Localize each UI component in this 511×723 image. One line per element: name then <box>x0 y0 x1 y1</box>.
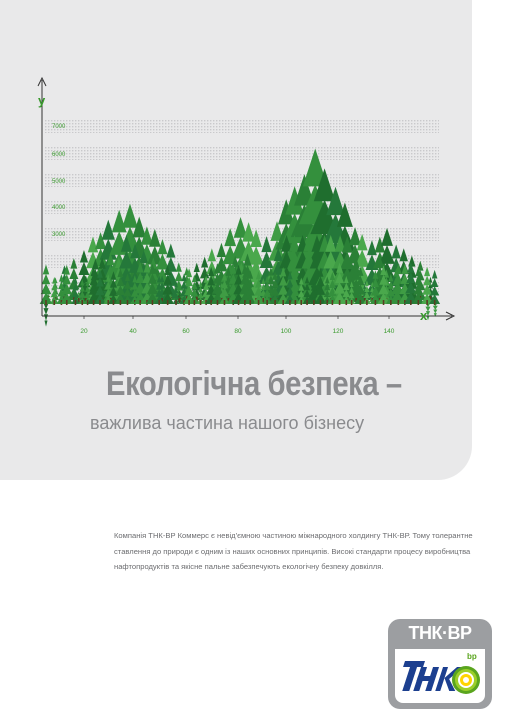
tree-trunk <box>360 300 362 305</box>
tree-trunk <box>75 300 77 305</box>
tree-trunk <box>210 300 212 305</box>
tree-trunk <box>113 300 115 305</box>
x-tick-labels <box>80 316 394 335</box>
tree-trunk <box>200 300 202 305</box>
tree-trunk <box>249 300 251 305</box>
tree-trunk <box>152 300 154 305</box>
tree-trunk <box>107 300 109 305</box>
tree-tier <box>42 274 51 284</box>
tree-trunk <box>167 300 169 305</box>
y-tick-label: 3000 <box>52 232 66 238</box>
tree-tier <box>44 314 48 320</box>
tree-trunk <box>434 300 436 305</box>
tree-trunk <box>300 300 302 305</box>
tree-chart <box>0 0 472 350</box>
tree-trunk <box>194 300 196 305</box>
tree-trunk <box>66 300 68 305</box>
body-line: Компанія ТНК-ВР Коммерс є невід'ємною частиною міжнародного холдингу ТНК-ВР. Тому толерантне <box>114 531 473 540</box>
tree-trunk <box>366 300 368 305</box>
x-tick-label: 100 <box>280 328 292 335</box>
y-tick-labels <box>52 124 66 238</box>
tree-trunk <box>224 300 226 305</box>
tree-tier <box>392 244 401 258</box>
tree-trunk <box>217 300 219 305</box>
logo-inner-panel <box>395 649 485 703</box>
tree-trunk <box>87 300 89 305</box>
tree-trunk <box>175 300 177 305</box>
x-tick-label: 140 <box>383 328 395 335</box>
x-tick-label: 40 <box>129 328 137 335</box>
tree-tier <box>432 270 438 279</box>
bp-helios-icon <box>451 665 481 695</box>
tree-tier <box>399 248 407 261</box>
tree-trunk <box>238 300 240 305</box>
tree-tier <box>433 306 438 310</box>
tnk-bp-logo <box>388 619 492 709</box>
tree-tier <box>69 268 78 279</box>
tree-tier <box>367 240 377 255</box>
tree-trunk <box>326 300 328 305</box>
grid-band <box>44 201 439 214</box>
tree-trunk <box>306 300 308 305</box>
tree-trunk <box>375 300 377 305</box>
tree-tier <box>433 309 437 313</box>
y-tick-label: 4000 <box>52 205 66 211</box>
y-tick-label: 5000 <box>52 179 66 185</box>
tree-trunk <box>93 300 95 305</box>
tree-trunk <box>295 300 297 305</box>
y-tick-label: 6000 <box>52 152 66 158</box>
tree-trunk <box>266 300 268 305</box>
tree-trunk <box>398 300 400 305</box>
tree-trunk <box>289 300 291 305</box>
tree-trunk <box>313 300 315 305</box>
tree-trunk <box>45 300 47 305</box>
tree-trunk <box>127 300 129 305</box>
grid-band <box>44 120 439 133</box>
tree-trunk <box>244 300 246 305</box>
tree-trunk <box>274 300 276 305</box>
tree-trunk <box>258 300 260 305</box>
x-tick-label: 80 <box>234 328 242 335</box>
tree-tier <box>424 267 430 276</box>
y-axis-label: y <box>38 93 46 108</box>
tree-trunk <box>390 300 392 305</box>
subheadline: важлива частина нашого бізнесу <box>90 413 365 433</box>
tree-trunk <box>351 300 353 305</box>
tree-trunk <box>188 300 190 305</box>
logo-brand-text: ТНК·ВР <box>408 623 472 643</box>
tree-trunk <box>282 300 284 305</box>
tree-trunk <box>383 300 385 305</box>
bp-label: bp <box>467 652 477 661</box>
body-paragraph <box>114 528 494 575</box>
tree-trunk <box>139 300 141 305</box>
tree-tier <box>43 308 48 315</box>
y-tick-label: 7000 <box>52 124 66 130</box>
tree-tier <box>208 248 216 261</box>
tree-trunk <box>426 300 428 305</box>
body-line: нафтопродуктів та якісне пальне забезпечують екологічну безпеку довкілля. <box>114 562 384 571</box>
x-tick-label: 20 <box>80 328 88 335</box>
tree-trunk <box>81 300 83 305</box>
tree-trunk <box>410 300 412 305</box>
tree-tier <box>44 320 47 326</box>
tree-trunk <box>332 300 334 305</box>
tree-trunk <box>99 300 101 305</box>
grid-band <box>44 147 439 160</box>
tree-trunk <box>158 300 160 305</box>
body-line: ставлення до природи є одним із наших основних принципів. Високі стандарти процесу виробництва <box>114 546 471 556</box>
tree-tier <box>175 271 183 281</box>
grid-band <box>44 174 439 187</box>
headline: Екологічна безпека – <box>106 365 402 403</box>
tree-trunk <box>54 300 56 305</box>
tree-trunk <box>418 300 420 305</box>
tree-trunk <box>120 300 122 305</box>
x-tick-label: 60 <box>182 328 190 335</box>
tree-trunk <box>346 300 348 305</box>
x-tick-label: 120 <box>332 328 344 335</box>
tree-trunk <box>339 300 341 305</box>
x-axis-label: x <box>420 308 428 323</box>
tree-trunk <box>320 300 322 305</box>
tree-tier <box>166 244 175 258</box>
